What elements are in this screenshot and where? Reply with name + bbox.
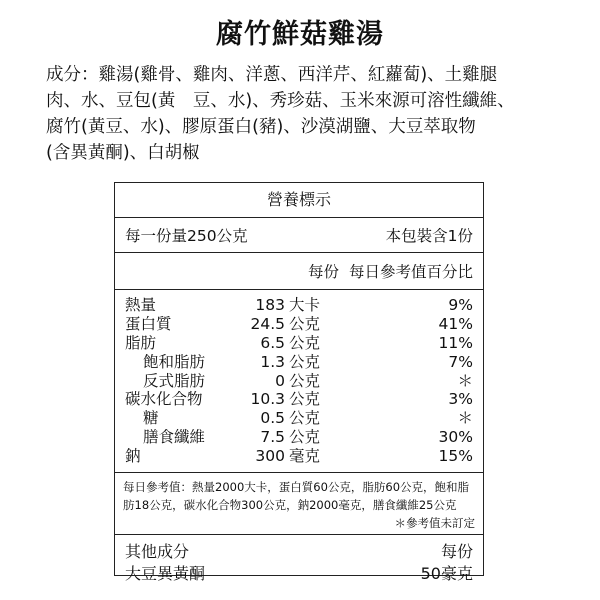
col-per-serving: 每份 bbox=[307, 263, 339, 281]
other-header-row bbox=[125, 541, 473, 563]
nutrient-daily-pct: 41% bbox=[438, 314, 473, 333]
nutrient-row bbox=[125, 372, 473, 391]
nutrient-name: 反式脂肪 bbox=[143, 371, 206, 390]
other-item-row bbox=[125, 563, 473, 585]
nutrient-daily-pct: ＊ bbox=[457, 371, 473, 390]
other-col: 每份 bbox=[440, 542, 473, 562]
col-daily-pct: 每日參考值百分比 bbox=[348, 263, 473, 281]
footnote-note: ＊參考值未訂定 bbox=[394, 516, 475, 531]
nutrient-unit: 公克 bbox=[289, 371, 321, 390]
ingredients-text bbox=[46, 62, 566, 166]
other-item-name: 大豆異黃酮 bbox=[125, 564, 206, 584]
footnote-line: 每日參考值：熱量2000大卡，蛋白質60公克，脂肪60公克，飽和脂 bbox=[123, 480, 470, 495]
nutrient-name: 膳食纖維 bbox=[143, 428, 206, 447]
nutrient-row bbox=[125, 296, 473, 315]
nutrient-daily-pct: 11% bbox=[438, 333, 473, 352]
nutrient-row bbox=[125, 390, 473, 409]
nutrient-unit: 公克 bbox=[289, 333, 321, 352]
nutrient-amount: 300 bbox=[255, 447, 285, 466]
nutrient-row bbox=[125, 428, 473, 447]
nutrient-unit: 公克 bbox=[289, 352, 321, 371]
nutrient-row bbox=[125, 353, 473, 372]
nutrient-daily-pct: 15% bbox=[438, 447, 473, 466]
other-item-value: 50豪克 bbox=[420, 564, 473, 584]
nutrition-header: 營養標示 bbox=[115, 183, 483, 218]
nutrient-amount: 6.5 bbox=[260, 333, 285, 352]
nutrient-amount: 10.3 bbox=[250, 390, 285, 409]
nutrient-row bbox=[125, 409, 473, 428]
column-headers bbox=[115, 253, 483, 290]
nutrient-name: 熱量 bbox=[125, 296, 157, 314]
nutrient-unit: 大卡 bbox=[289, 296, 321, 314]
nutrient-amount: 24.5 bbox=[250, 314, 285, 333]
nutrient-amount: 7.5 bbox=[260, 428, 285, 447]
ingredients-line: 成分：雞湯(雞骨、雞肉、洋蔥、西洋芹、紅蘿蔔)、土雞腿 bbox=[46, 65, 498, 85]
footnote-line: 肪18公克，碳水化合物300公克，鈉2000毫克，膳食纖維25公克 bbox=[123, 498, 457, 513]
nutrient-unit: 公克 bbox=[289, 409, 321, 428]
other-ingredients bbox=[115, 535, 483, 591]
nutrient-amount: 0.5 bbox=[260, 409, 285, 428]
product-title: 腐竹鮮菇雞湯 bbox=[216, 19, 384, 50]
nutrient-unit: 毫克 bbox=[289, 447, 321, 466]
nutrient-name: 碳水化合物 bbox=[125, 390, 203, 409]
ingredients-line: 腐竹(黃豆、水)、膠原蛋白(豬)、沙漠湖鹽、大豆萃取物 bbox=[46, 117, 476, 137]
nutrient-row bbox=[125, 447, 473, 466]
nutrient-row bbox=[125, 315, 473, 334]
nutrient-name: 蛋白質 bbox=[125, 314, 172, 333]
nutrient-row bbox=[125, 334, 473, 353]
servings-per-pack: 本包裝含1份 bbox=[385, 227, 473, 245]
nutrition-facts-panel bbox=[114, 182, 484, 584]
other-label: 其他成分 bbox=[125, 542, 190, 562]
nutrient-unit: 公克 bbox=[289, 428, 321, 447]
nutrient-rows bbox=[115, 290, 483, 473]
nutrient-name: 飽和脂肪 bbox=[143, 352, 206, 371]
nutrient-unit: 公克 bbox=[289, 390, 321, 409]
nutrient-unit: 公克 bbox=[289, 314, 321, 333]
nutrient-daily-pct: 7% bbox=[448, 352, 473, 371]
footnote bbox=[115, 473, 483, 535]
serving-info bbox=[115, 218, 483, 253]
nutrient-name: 糖 bbox=[143, 409, 159, 428]
nutrient-daily-pct: 9% bbox=[448, 296, 473, 314]
nutrient-amount: 183 bbox=[255, 296, 285, 314]
nutrient-daily-pct: 30% bbox=[438, 428, 473, 447]
nutrient-name: 脂肪 bbox=[125, 333, 157, 352]
nutrient-amount: 0 bbox=[275, 371, 285, 390]
nutrient-daily-pct: 3% bbox=[448, 390, 473, 409]
nutrient-daily-pct: ＊ bbox=[457, 409, 473, 428]
ingredients-line: (含異黃酮)、白胡椒 bbox=[46, 143, 200, 163]
nutrient-name: 鈉 bbox=[125, 447, 141, 466]
serving-size: 每一份量250公克 bbox=[125, 227, 248, 245]
ingredients-line: 肉、水、豆包(黃 豆、水)、秀珍菇、玉米來源可溶性纖維、 bbox=[46, 91, 515, 111]
nutrient-amount: 1.3 bbox=[260, 352, 285, 371]
